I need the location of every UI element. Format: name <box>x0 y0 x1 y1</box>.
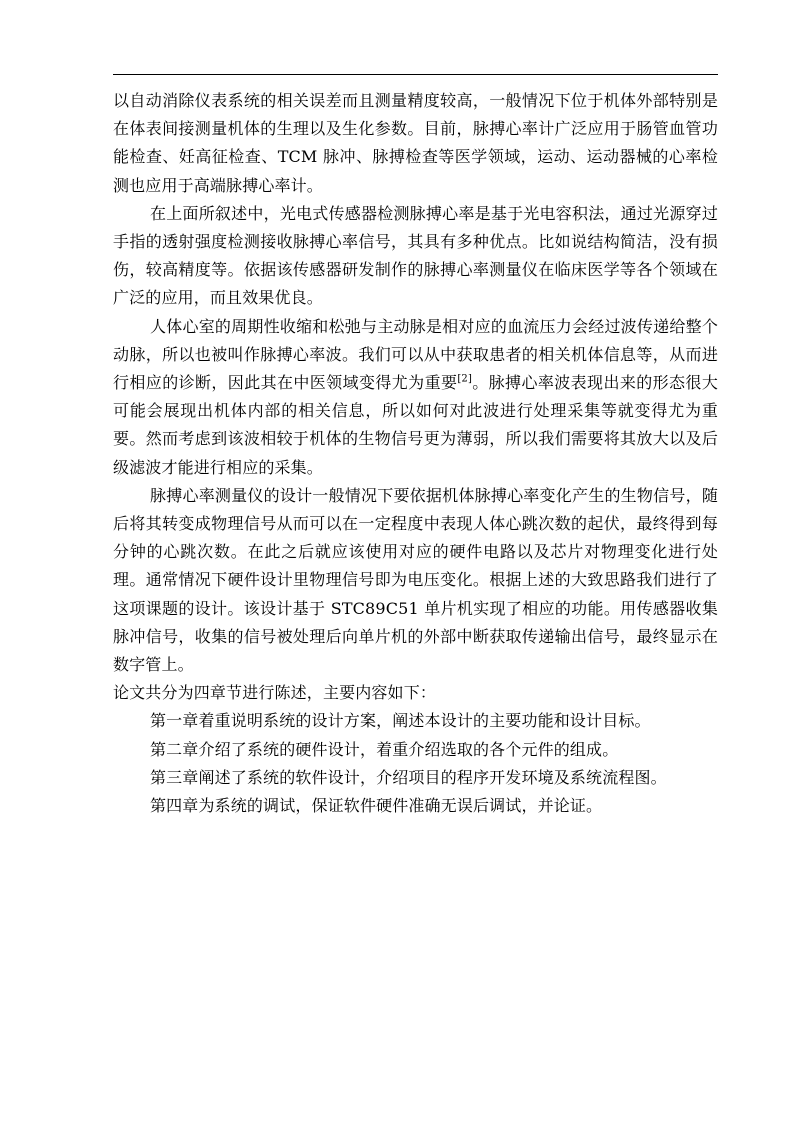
paragraph-continuation: 以自动消除仪表系统的相关误差而且测量精度较高，一般情况下位于机体外部特别是在体表间接测量机体的生理以及生化参数。目前，脉搏心率计广泛应用于肠管血管功能检查、妊高征检查、TCM 脉冲、脉搏检查等医学领域，运动、运动器械的心率检测也应用于高端脉搏心率计。 <box>113 91 718 195</box>
header-rule <box>113 74 718 75</box>
paragraph-chapter-one: 第一章着重说明系统的设计方案，阐述本设计的主要功能和设计目标。 <box>150 711 651 731</box>
paragraph-pulse-wave <box>113 313 718 482</box>
paragraph-chapter-two: 第二章介绍了系统的硬件设计，着重介绍选取的各个元件的组成。 <box>150 739 619 759</box>
document-body <box>113 87 718 820</box>
paragraph-photoelectric-sensor: 在上面所叙述中，光电式传感器检测脉搏心率是基于光电容积法，通过光源穿过手指的透射强度检测接收脉搏心率信号，其具有多种优点。比如说结构简洁，没有损伤，较高精度等。依据该传感器研发制作的脉搏心率测量仪在临床医学等各个领域在广泛的应用，而且效果优良。 <box>113 203 718 308</box>
pulse-wave-text-before-citation: 人体心室的周期性收缩和松弛与主动脉是相对应的血流压力会经过波传递给整个动脉，所以也被叫作脉搏心率波。我们可以从中获取患者的相关机体信息等，从而进行相应的诊断，因此其在中医领域变得尤为重要 <box>113 316 718 393</box>
paragraph-chapter-four: 第四章为系统的调试，保证软件硬件准确无误后调试，并论证。 <box>150 796 603 816</box>
paragraph-outline-intro: 论文共分为四章节进行陈述，主要内容如下： <box>113 683 437 703</box>
pulse-wave-text-after-citation: 。脉搏心率波表现出来的形态很大可能会展现出机体内部的相关信息，所以如何对此波进行处理采集等就变得尤为重要。然而考虑到该波相较于机体的生物信号更为薄弱，所以我们需要将其放大以及后级滤波才能进行相应的采集。 <box>113 373 718 477</box>
paragraph-chapter-three: 第三章阐述了系统的软件设计，介绍项目的程序开发环境及系统流程图。 <box>150 767 667 787</box>
citation-reference: [2] <box>457 373 472 385</box>
paragraph-design-overview: 脉搏心率测量仪的设计一般情况下要依据机体脉搏心率变化产生的生物信号，随后将其转变成物理信号从而可以在一定程度中表现人体心跳次数的起伏，最终得到每分钟的心跳次数。在此之后就应该使用对应的硬件电路以及芯片对物理变化进行处理。通常情况下硬件设计里物理信号即为电压变化。根据上述的大致思路我们进行了这项课题的设计。该设计基于 STC89C51 单片机实现了相应的功能。用传感器收集脉冲信号，收集的信号被处理后向单片机的外部中断获取传递输出信号，最终显示在数字管上。 <box>113 485 718 675</box>
